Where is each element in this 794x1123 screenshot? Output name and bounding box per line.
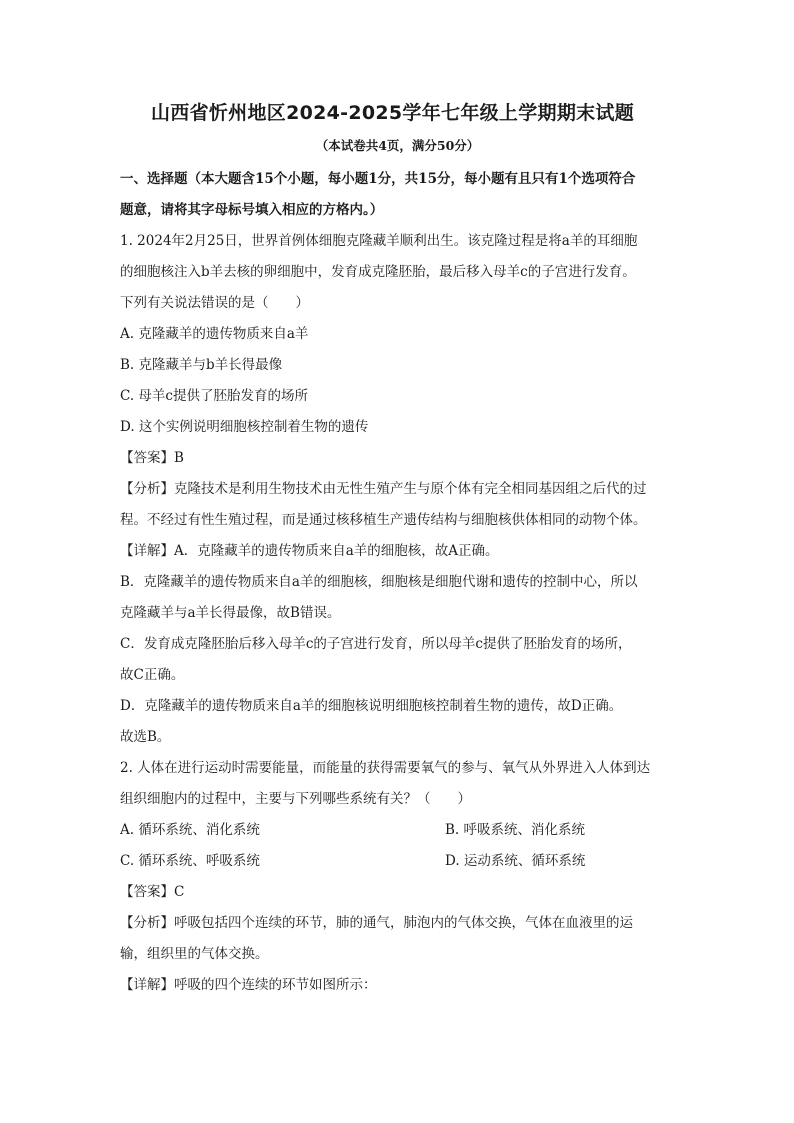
q2-option-c: C. 循环系统、呼吸系统 xyxy=(120,853,260,869)
section-heading-line-1: 一、选择题（本大题含15个小题，每小题1分，共15分，每小题有且只有1个选项符合 xyxy=(120,171,636,187)
q1-detail-line-3: 克隆藏羊与a羊长得最像，故B错误。 xyxy=(120,605,341,621)
q2-option-a: A. 循环系统、消化系统 xyxy=(120,822,260,838)
q1-option-b: B. 克隆藏羊与b羊长得最像 xyxy=(120,357,283,373)
q2-options-row-1 xyxy=(120,815,675,846)
q1-detail-line-5: 故C正确。 xyxy=(120,667,185,683)
q1-detail-line-2: B．克隆藏羊的遗传物质来自a羊的细胞核，细胞核是细胞代谢和遗传的控制中心，所以 xyxy=(120,574,638,590)
q2-option-b: B. 呼吸系统、消化系统 xyxy=(445,822,586,838)
q1-stem-line-3: 下列有关说法错误的是（ ） xyxy=(120,295,309,311)
q1-stem-line-2: 的细胞核注入b羊去核的卵细胞中，发育成克隆胚胎，最后移入母羊c的子宫进行发育。 xyxy=(120,264,636,280)
q1-answer: 【答案】B xyxy=(120,450,184,466)
q2-option-d: D. 运动系统、循环系统 xyxy=(445,853,586,869)
q1-analysis-line-2: 程。不经过有性生殖过程，而是通过核移植生产遗传结构与细胞核供体相同的动物个体。 xyxy=(120,512,647,528)
q2-analysis-line-2: 输，组织里的气体交换。 xyxy=(120,946,269,962)
q1-detail-line-6: D．克隆藏羊的遗传物质来自a羊的细胞核说明细胞核控制着生物的遗传，故D正确。 xyxy=(120,698,623,714)
q1-option-a: A. 克隆藏羊的遗传物质来自a羊 xyxy=(120,326,309,342)
q2-detail-line-1: 【详解】呼吸的四个连续的环节如图所示： xyxy=(120,977,377,993)
q1-stem-line-1: 1. 2024年2月25日，世界首例体细胞克隆藏羊顺利出生。该克隆过程是将a羊的耳细胞 xyxy=(120,233,638,249)
q2-options-row-2 xyxy=(120,846,675,877)
q2-stem-line-1: 2. 人体在进行运动时需要能量，而能量的获得需要氧气的参与、氧气从外界进入人体到达 xyxy=(120,760,651,776)
q1-detail-line-1: 【详解】A．克隆藏羊的遗传物质来自a羊的细胞核，故A正确。 xyxy=(120,543,499,559)
q2-analysis-line-1: 【分析】呼吸包括四个连续的环节，肺的通气，肺泡内的气体交换，气体在血液里的运 xyxy=(120,915,633,931)
q1-option-c: C. 母羊c提供了胚胎发育的场所 xyxy=(120,388,308,404)
document-content xyxy=(120,100,675,1001)
q2-stem-line-2: 组织细胞内的过程中，主要与下列哪些系统有关？（ ） xyxy=(120,791,471,807)
page-subtitle: （本试卷共4页，满分50分） xyxy=(315,138,480,153)
q1-detail-line-7: 故选B。 xyxy=(120,729,171,745)
q1-option-d: D. 这个实例说明细胞核控制着生物的遗传 xyxy=(120,419,369,435)
q2-answer: 【答案】C xyxy=(120,884,185,900)
section-heading-line-2: 题意，请将其字母标号填入相应的方格内。） xyxy=(120,202,384,218)
page-title: 山西省忻州地区2024-2025学年七年级上学期期末试题 xyxy=(150,102,635,124)
q1-analysis-line-1: 【分析】克隆技术是利用生物技术由无性生殖产生与原个体有完全相同基因组之后代的过 xyxy=(120,481,647,497)
q1-detail-line-4: C．发育成克隆胚胎后移入母羊c的子宫进行发育，所以母羊c提供了胚胎发育的场所， xyxy=(120,636,632,652)
